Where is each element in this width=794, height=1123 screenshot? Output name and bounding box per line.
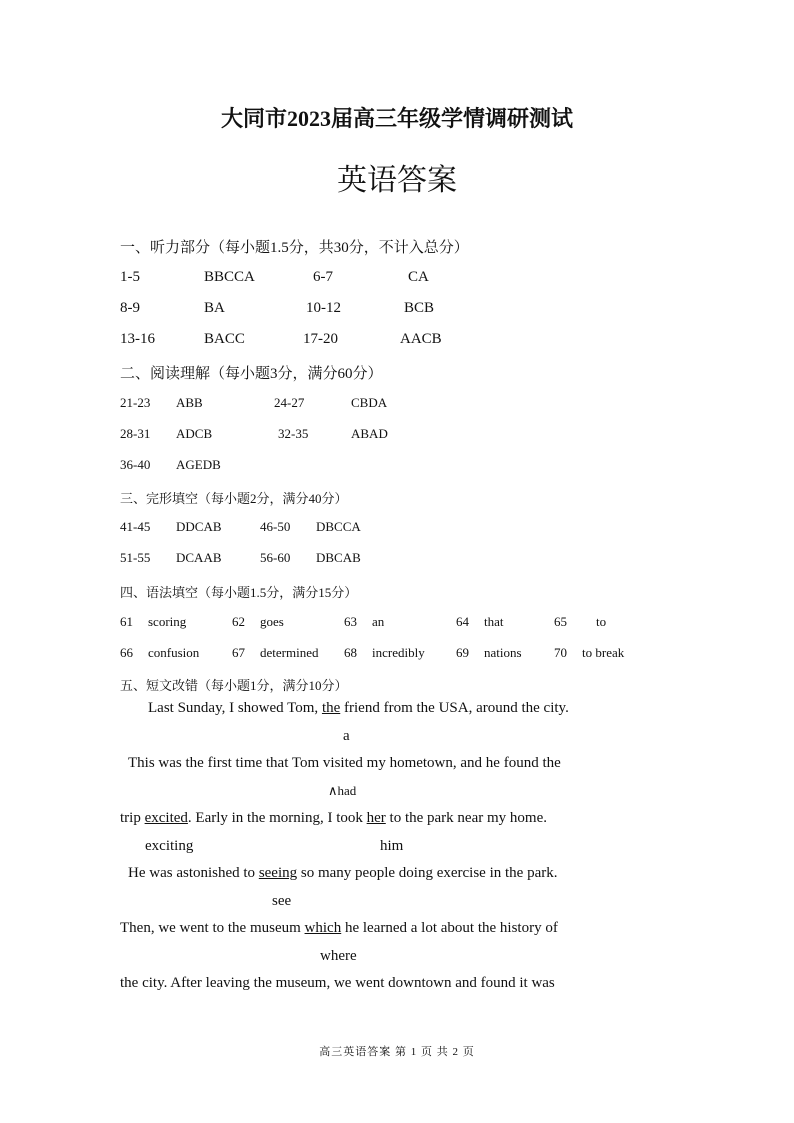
correction-mark: ∧had <box>328 783 357 798</box>
answer-word: goes <box>260 614 284 629</box>
passage-text: He was astonished to <box>128 865 259 881</box>
error-word: seeing <box>258 865 298 881</box>
reading-heading: 二、阅读理解（每小题3分，满分60分） <box>120 366 383 382</box>
passage-text: friend from the USA, around the city. <box>340 700 569 716</box>
question-range: 1-5 <box>120 269 140 285</box>
question-number: 69 <box>456 645 469 660</box>
question-range: 41-45 <box>120 519 151 534</box>
error-word: the <box>321 700 341 716</box>
question-range: 24-27 <box>274 395 305 410</box>
question-number: 70 <box>554 645 567 660</box>
question-number: 65 <box>554 614 567 629</box>
answer-word: nations <box>484 645 522 660</box>
error-word: excited <box>144 810 188 826</box>
answer-key: DCAAB <box>176 550 222 565</box>
answer-word: that <box>484 614 504 629</box>
passage-text: . Early in the morning, I took <box>187 810 367 826</box>
question-number: 68 <box>344 645 357 660</box>
passage-text: Last Sunday, I showed Tom, <box>148 700 322 716</box>
answer-word: determined <box>260 645 319 660</box>
error-word: her <box>366 810 386 826</box>
correction-mark: him <box>380 838 404 854</box>
answer-key: ABB <box>176 395 203 410</box>
question-number: 66 <box>120 645 133 660</box>
question-number: 62 <box>232 614 245 629</box>
question-number: 63 <box>344 614 357 629</box>
passage-text: to the park near my home. <box>385 810 547 826</box>
answer-key: BBCCA <box>204 269 255 285</box>
answer-word: to <box>596 614 607 629</box>
answer-key: AACB <box>400 331 442 347</box>
answer-word: an <box>372 614 385 629</box>
question-range: 8-9 <box>120 300 140 316</box>
passage-line: This was the first time that Tom visited my hometown, and he found the <box>128 755 561 771</box>
page-footer: 高三英语答案 第 1 页 共 2 页 <box>319 1046 475 1058</box>
grammar-heading: 四、语法填空（每小题1.5分，满分15分） <box>120 585 358 600</box>
answer-key: ABAD <box>351 426 388 441</box>
question-range: 17-20 <box>303 331 338 347</box>
question-range: 10-12 <box>306 300 341 316</box>
correction-mark: see <box>272 893 292 909</box>
passage-text: so many people doing exercise in the park. <box>297 865 558 881</box>
question-range: 51-55 <box>120 550 151 565</box>
question-range: 46-50 <box>260 519 291 534</box>
correction-heading: 五、短文改错（每小题1分，满分10分） <box>120 678 348 693</box>
correction-mark: where <box>320 948 357 964</box>
passage-text: trip <box>120 810 145 826</box>
answer-key: BACC <box>204 331 245 347</box>
question-number: 64 <box>456 614 469 629</box>
passage-text: he learned a lot about the history of <box>341 920 558 936</box>
passage-line: the city. After leaving the museum, we went downtown and found it was <box>120 975 555 991</box>
answer-word: incredibly <box>372 645 425 660</box>
question-range: 21-23 <box>120 395 151 410</box>
document-title: 大同市2023届高三年级学情调研测试 <box>220 106 573 131</box>
answer-key: DDCAB <box>176 519 222 534</box>
answer-key: DBCAB <box>316 550 361 565</box>
answer-key: ADCB <box>176 426 213 441</box>
question-range: 32-35 <box>278 426 309 441</box>
question-range: 56-60 <box>260 550 291 565</box>
answer-word: scoring <box>148 614 187 629</box>
answer-key: AGEDB <box>176 457 221 472</box>
answer-key: BCB <box>404 300 435 316</box>
passage-line <box>120 810 547 827</box>
question-number: 67 <box>232 645 245 660</box>
cloze-heading: 三、完形填空（每小题2分，满分40分） <box>120 491 348 506</box>
passage-line <box>148 700 569 717</box>
answer-key: CBDA <box>351 395 388 410</box>
passage-text: Then, we went to the museum <box>120 920 305 936</box>
answer-key: DBCCA <box>316 519 361 534</box>
question-range: 28-31 <box>120 426 151 441</box>
listening-heading: 一、听力部分（每小题1.5分，共30分，不计入总分） <box>120 240 469 256</box>
passage-line <box>120 920 558 937</box>
passage-line <box>128 865 557 882</box>
answer-key: CA <box>408 269 429 285</box>
answer-word: confusion <box>148 645 200 660</box>
question-number: 61 <box>120 614 133 629</box>
error-word: which <box>304 920 342 936</box>
question-range: 36-40 <box>120 457 151 472</box>
question-range: 13-16 <box>120 331 155 347</box>
answer-word: to break <box>582 645 625 660</box>
answer-key: BA <box>204 300 225 316</box>
question-range: 6-7 <box>313 269 333 285</box>
document-subtitle: 英语答案 <box>337 163 457 198</box>
correction-mark: exciting <box>145 838 194 854</box>
correction-mark: a <box>343 728 350 744</box>
